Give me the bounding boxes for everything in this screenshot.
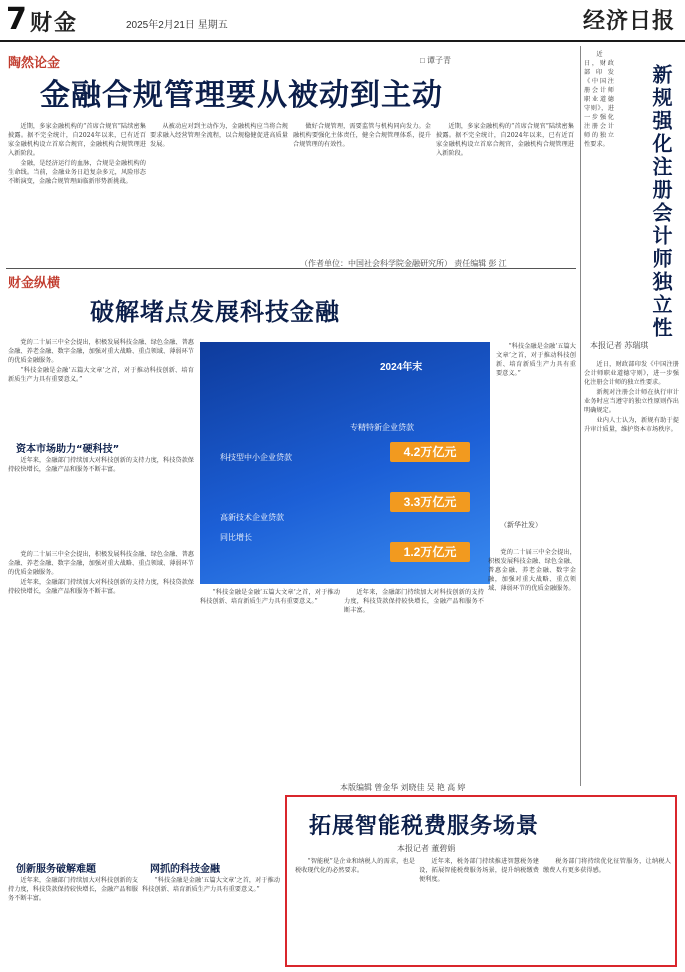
paragraph: “科技金融是金融‘五篇大文章’之首，对于推动科技创新、培育新质生产力具有重要意义。” — [142, 877, 280, 893]
paragraph: 党的二十届三中全会提出，积极发展科技金融、绿色金融、普惠金融、养老金融、数字金融，加强对重大战略、重点领域、薄弱环节的优质金融服务。 — [8, 339, 194, 364]
paragraph: 近年来，金融部门持续加大对科技创新的支持力度，科技贷款保持较快增长，金融产品和服务不断丰富。 — [8, 457, 194, 473]
infographic — [200, 342, 490, 584]
paragraph: 近期，多家金融机构的“首席合规官”陆续密集披露。据不完全统计，自2024年以来，已有近百家金融机构设立首席合规官，金融机构合规管理进入新阶段。 — [8, 123, 146, 157]
page-number: 7 — [6, 2, 27, 37]
paragraph: 近日，财政部印发《中国注册会计师职业道德守则》，进一步强化注册会计师的独立性要求。 — [584, 361, 679, 386]
paragraph: 党的二十届三中全会提出，积极发展科技金融、绿色金融、普惠金融、养老金融、数字金融，加强对重大战略、重点领域、薄弱环节的优质金融服务。 — [488, 549, 576, 592]
photo-caption: （新华社发） — [500, 522, 542, 529]
middle-article-col-1c — [8, 550, 194, 850]
top-article-col-4 — [436, 122, 574, 262]
paragraph: “科技金融是金融‘五篇大文章’之首，对于推动科技创新、培育新质生产力具有重要意义。” — [200, 589, 340, 605]
paragraph: 近年来，金融部门持续加大对科技创新的支持力度，科技贷款保持较快增长，金融产品和服务不断丰富。 — [8, 877, 138, 902]
middle-article-col-4 — [488, 548, 576, 788]
boxed-article-frame — [285, 795, 677, 967]
infographic-year: 2024年末 — [380, 362, 423, 373]
column-tag-top: 陶然论金 — [8, 56, 61, 71]
paragraph: 近期，多家金融机构的“首席合规官”陆续密集披露。据不完全统计，自2024年以来，已有近百家金融机构设立首席合规官，金融机构合规管理进入新阶段。 — [436, 123, 574, 157]
boxed-article-byline: 本报记者 董碧娟 — [397, 844, 456, 853]
paragraph: 近年来，金融部门持续加大对科技创新的支持力度，科技贷款保持较快增长，金融产品和服务不断丰富。 — [8, 579, 194, 595]
paragraph: “科技金融是金融‘五篇大文章’之首，对于推动科技创新、培育新质生产力具有重要意义。” — [8, 367, 194, 383]
top-article-headline: 金融合规管理要从被动到主动 — [40, 78, 443, 113]
middle-article-col-2 — [200, 588, 340, 788]
boxed-article-col-3 — [543, 857, 671, 963]
boxed-article-headline: 拓展智能税费服务场景 — [309, 814, 540, 839]
top-article-col-2 — [150, 122, 288, 262]
paragraph: 业内人士认为，新规有助于提升审计质量，维护资本市场秩序。 — [584, 417, 679, 433]
paragraph: “科技金融是金融‘五篇大文章’之首，对于推动科技创新、培育新质生产力具有重要意义。” — [496, 343, 576, 377]
page-editors: 本版编辑 曾金华 刘晓佳 吴 艳 高 婷 — [340, 783, 466, 792]
paragraph: 做好合规管理，需要监管与机构同向发力。金融机构要强化主体责任，健全合规管理体系，提升合规管理的有效性。 — [293, 123, 431, 148]
sub-heading-2: 创新服务破解难题 — [16, 864, 96, 875]
right-article-headline: 新规强化注册会计师独立性 — [649, 64, 673, 340]
top-article-col-3 — [293, 122, 431, 262]
infographic-value-2: 3.3万亿元 — [390, 492, 470, 512]
right-article-col-narrow — [584, 50, 614, 330]
sub-heading-1: 资本市场助力“硬科技” — [16, 444, 120, 455]
middle-article-col-2b — [142, 876, 280, 966]
middle-article-col-side — [496, 342, 576, 542]
infographic-caption-2: 同比增长 — [220, 533, 252, 542]
paragraph: 金融，是经济运行的血脉，合规是金融机构的生命线。当前，金融业务日趋复杂多元，风险形态不断演变，金融合规管理面临新形势新挑战。 — [8, 160, 146, 185]
paragraph: 从被动应对到主动作为，金融机构应当将合规要求融入经营管理全流程，以合规稳健促进高质量发展。 — [150, 123, 288, 148]
column-tag-middle: 财金纵横 — [8, 276, 61, 291]
top-article-byline: □ 谭子青 — [420, 56, 452, 65]
sub-heading-3: 网抓的科技金融 — [150, 864, 220, 875]
middle-article-col-1a — [8, 338, 194, 438]
middle-article-headline: 破解堵点发展科技金融 — [90, 298, 340, 326]
section-title: 财金 — [30, 11, 79, 36]
infographic-line-2: 科技型中小企业贷款 — [220, 453, 292, 462]
newspaper-logo: 经济日报 — [582, 8, 675, 34]
boxed-article-col-1 — [295, 857, 415, 963]
paragraph: 税务部门将持续优化征管服务，让纳税人缴费人有更多获得感。 — [543, 858, 671, 874]
middle-article-col-1d — [8, 876, 138, 966]
paragraph: 近年来，税务部门持续推进智慧税务建设，拓展智能税费服务场景，提升纳税缴费便利度。 — [419, 858, 539, 883]
boxed-article-col-2 — [419, 857, 539, 963]
right-article-byline: 本报记者 苏瑞琪 — [590, 341, 649, 350]
top-article-author: （作者单位：中国社会科学院金融研究所） 责任编辑 彭 江 — [300, 259, 507, 268]
masthead — [0, 0, 685, 42]
paragraph: “智能税”是企业和纳税人的需求，也是税收现代化的必然要求。 — [295, 858, 415, 874]
infographic-value-3: 1.2万亿元 — [390, 542, 470, 562]
paragraph: 新规对注册会计师在执行审计业务时应当遵守的独立性原则作出明确规定。 — [584, 389, 679, 414]
middle-article-col-1b — [8, 456, 194, 546]
infographic-caption-1: 高新技术企业贷款 — [220, 513, 284, 522]
infographic-value-1: 4.2万亿元 — [390, 442, 470, 462]
paragraph: 党的二十届三中全会提出，积极发展科技金融、绿色金融、普惠金融、养老金融、数字金融，加强对重大战略、重点领域、薄弱环节的优质金融服务。 — [8, 551, 194, 576]
middle-article-col-3 — [344, 588, 484, 788]
divider — [6, 268, 576, 269]
top-article-col-1 — [8, 122, 146, 262]
paragraph: 近日，财政部印发《中国注册会计师职业道德守则》，进一步强化注册会计师的独立性要求。 — [584, 51, 614, 148]
infographic-line-1: 专精特新企业贷款 — [350, 423, 414, 432]
paragraph: 近年来，金融部门持续加大对科技创新的支持力度，科技贷款保持较快增长，金融产品和服务不断丰富。 — [344, 589, 484, 614]
issue-date: 2025年2月21日 星期五 — [126, 20, 228, 31]
column-divider — [580, 46, 581, 786]
right-article-col-main — [584, 360, 679, 780]
